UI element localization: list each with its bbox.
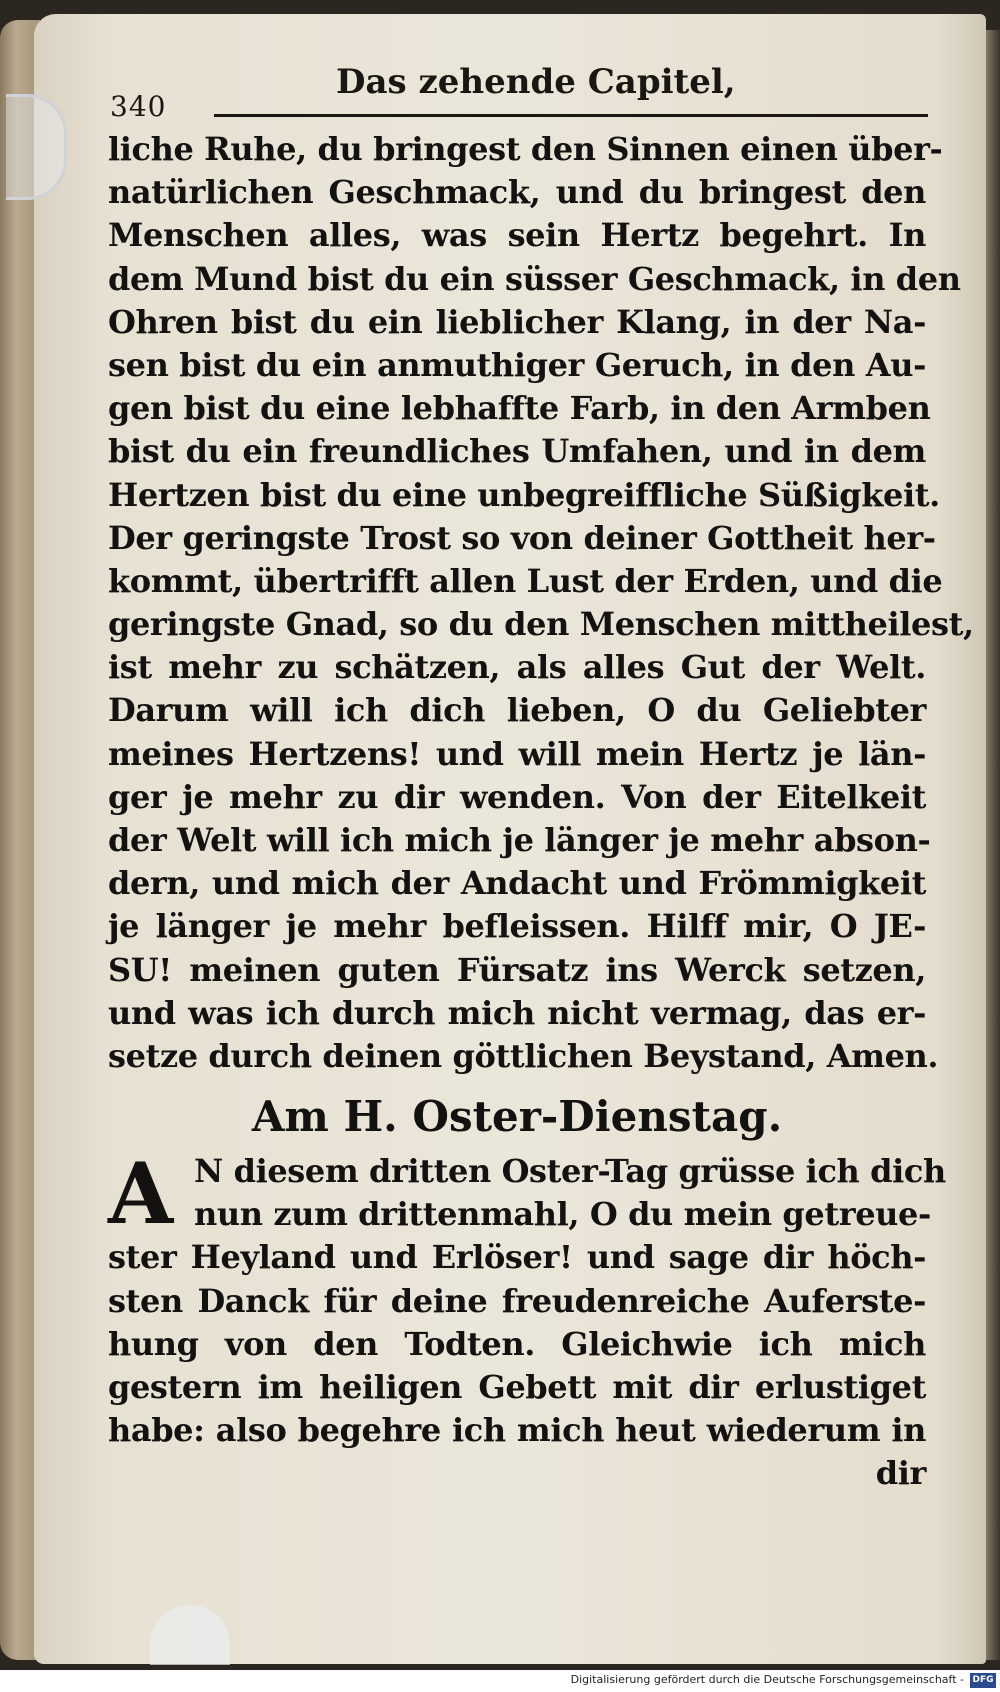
text-line: je länger je mehr befleissen. Hilff mir, O JE-	[108, 907, 926, 946]
text-line: SU! meinen guten Fürsatz ins Werck setzen,	[108, 950, 926, 989]
text-line: dem Mund bist du ein süsser Geschmack, in den	[108, 259, 961, 298]
page-number: 340	[110, 90, 167, 123]
text-line: Menschen alles, was sein Hertz begehrt. In	[108, 216, 926, 255]
text-line: N diesem dritten Oster-Tag grüsse ich dich	[194, 1152, 946, 1190]
text-line: sen bist du ein anmuthiger Geruch, in den Au-	[108, 345, 926, 384]
text-line: ster Heyland und Erlöser! und sage dir höch-	[108, 1238, 926, 1277]
text-line: ist mehr zu schätzen, als alles Gut der Welt.	[108, 648, 926, 687]
running-title: Das zehende Capitel,	[336, 62, 736, 102]
text-line: gestern im heiligen Gebett mit dir erlustiget	[108, 1367, 926, 1406]
text-line: habe: also begehre ich mich heut wiederum in	[108, 1411, 926, 1450]
text-line: meines Hertzens! und will mein Hertz je län-	[108, 734, 926, 773]
dfg-logo: DFG	[970, 1673, 996, 1688]
text-line: Der geringste Trost so von deiner Gottheit her-	[108, 518, 936, 557]
section-heading: Am H. Oster-Dienstag.	[251, 1092, 783, 1141]
text-line: kommt, übertrifft allen Lust der Erden, und die	[108, 561, 943, 600]
text-line: und was ich durch mich nicht vermag, das er-	[108, 993, 926, 1032]
header-rule	[214, 114, 928, 117]
text-line: der Welt will ich mich je länger je mehr abson-	[108, 821, 931, 859]
footer-credit: Digitalisierung gefördert durch die Deutsche Forschungsgemeinschaft -	[570, 1673, 964, 1686]
paragraph-2	[108, 1144, 946, 1496]
text-line: bist du ein freundliches Umfahen, und in dem	[108, 432, 926, 471]
text-line: liche Ruhe, du bringest den Sinnen einen über-	[108, 130, 943, 168]
text-line: hung von den Todten. Gleichwie ich mich	[108, 1324, 926, 1363]
text-line: sten Danck für deine freudenreiche Auferste-	[108, 1281, 926, 1320]
text-line: nun zum drittenmahl, O du mein getreue-	[194, 1195, 931, 1234]
text-line: gen bist du eine lebhaffte Farb, in den Armben	[108, 389, 931, 428]
drop-cap: A	[108, 1144, 174, 1243]
text-line: dern, und mich der Andacht und Frömmigkeit	[108, 864, 926, 903]
text-line: Ohren bist du ein lieblicher Klang, in der Na-	[108, 302, 926, 341]
catchword: dir	[875, 1454, 926, 1493]
text-line: setze durch deinen göttlichen Beystand, Amen.	[108, 1036, 939, 1075]
footer-bar	[0, 1670, 1000, 1692]
page-clip	[6, 94, 67, 200]
text-line: geringste Gnad, so du den Menschen mittheilest,	[108, 605, 974, 644]
page-header	[110, 62, 930, 122]
text-line: Hertzen bist du eine unbegreiffliche Süßigkeit.	[108, 475, 940, 514]
page-stack-right-edge	[984, 30, 1000, 1660]
text-line: ger je mehr zu dir wenden. Von der Eitelkeit	[108, 777, 926, 816]
paragraph-1	[108, 128, 974, 1078]
text-line: natürlichen Geschmack, und du bringest den	[108, 173, 926, 212]
text-line: Darum will ich dich lieben, O du Geliebter	[108, 691, 926, 730]
